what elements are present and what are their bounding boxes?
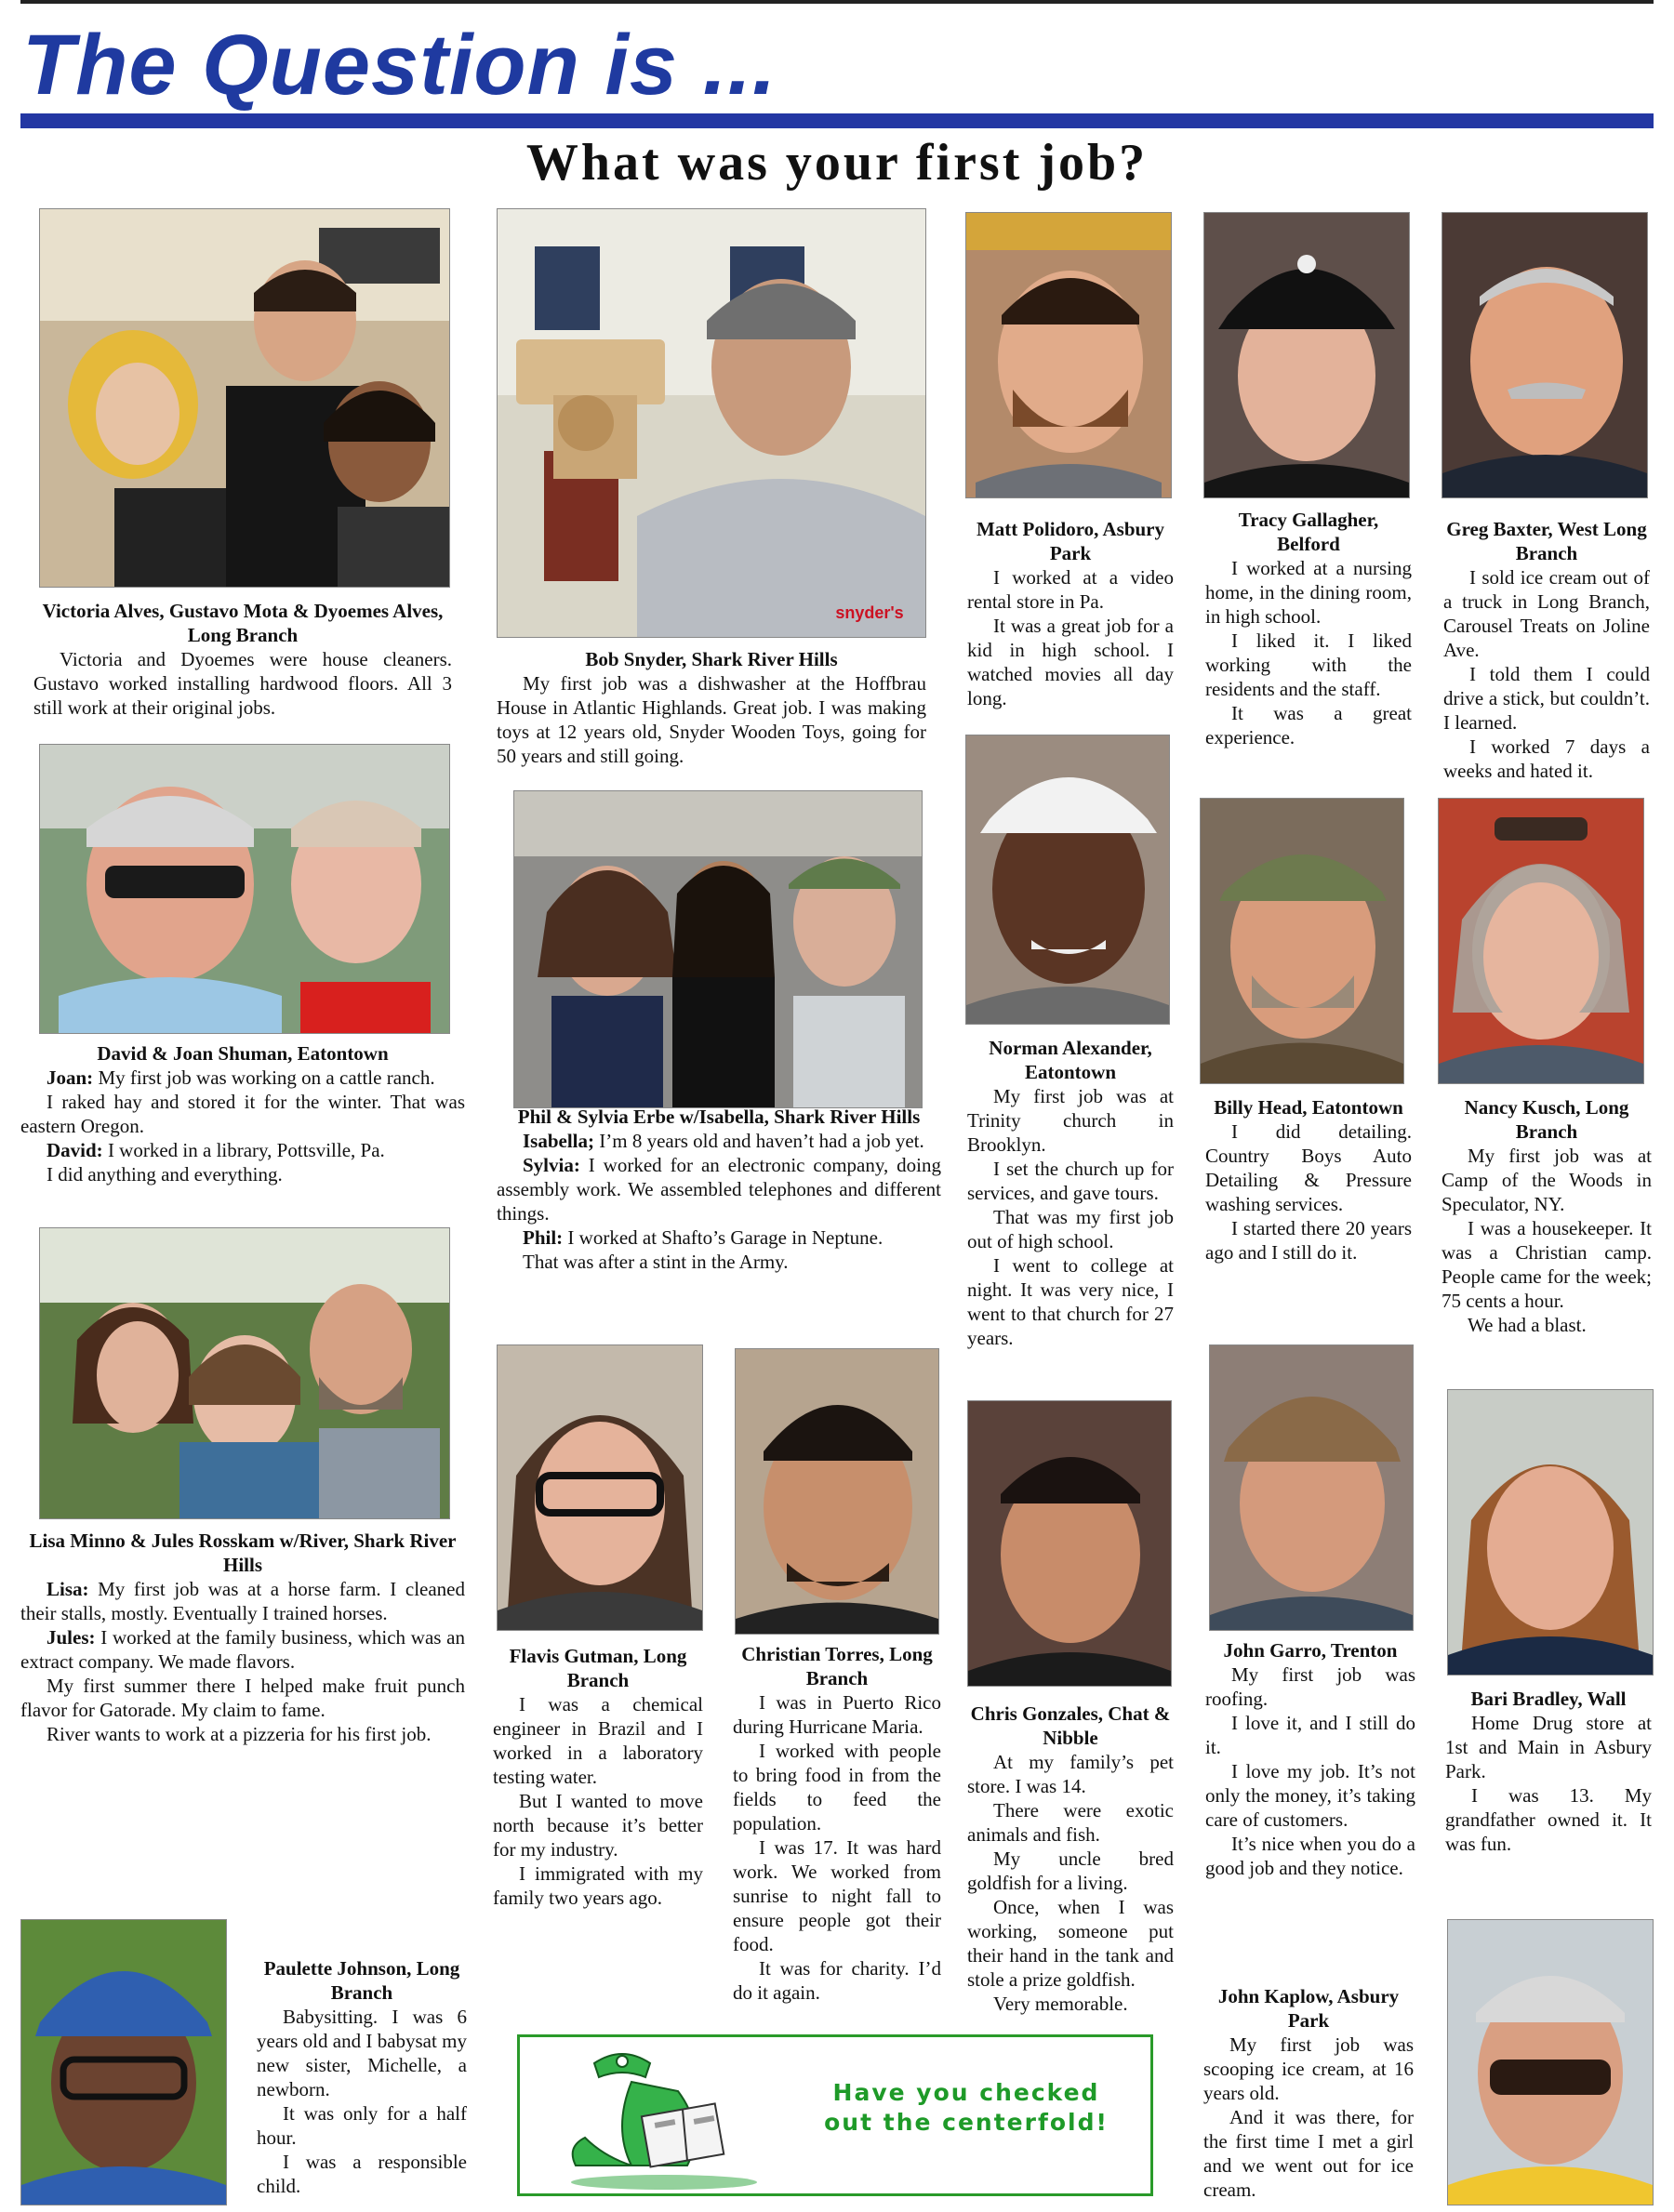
- entry-text: It was a great experience.: [1205, 702, 1412, 748]
- entry-name: David & Joan Shuman, Eatontown: [97, 1042, 389, 1065]
- entry-text: I was in Puerto Rico during Hurricane Maria.: [733, 1691, 941, 1738]
- entry-snyder: [497, 647, 926, 768]
- entry-name: Greg Baxter, West Long Branch: [1446, 518, 1647, 564]
- photo-johnson: [20, 1919, 227, 2205]
- entry-text: [20, 1577, 465, 1625]
- entry-text: I was 17. It was hard work. We worked from sunrise to night fall to ensure people got their food.: [733, 1836, 941, 1955]
- entry-erbe: [497, 1105, 941, 1274]
- entry-garro: [1205, 1638, 1415, 1880]
- entry-text: I went to college at night. It was very nice, I went to that church for 27 years.: [967, 1254, 1174, 1349]
- entry-text: My uncle bred goldfish for a living.: [967, 1848, 1174, 1894]
- entry-name: Billy Head, Eatontown: [1214, 1096, 1403, 1119]
- photo-snyder: [497, 208, 926, 638]
- entry-name: Lisa Minno & Jules Rosskam w/River, Shark River Hills: [29, 1530, 457, 1576]
- entry-text: I immigrated with my family two years ago.: [493, 1862, 703, 1909]
- entry-text: I love my job. It’s not only the money, it’s taking care of customers.: [1205, 1760, 1415, 1831]
- entry-name: Paulette Johnson, Long Branch: [263, 1957, 460, 2004]
- entry-name: Bari Bradley, Wall: [1470, 1688, 1627, 1710]
- speaker-text: My first job was at a horse farm. I cleaned their stalls, mostly. Eventually I trained horses.: [20, 1578, 465, 1624]
- speaker-text: I worked for an electronic company, doing assembly work. We assembled telephones and different things.: [497, 1154, 941, 1225]
- entry-gallagher: [1205, 508, 1412, 749]
- masthead-bar: [20, 113, 1654, 128]
- entry-text: [20, 1138, 465, 1162]
- entry-johnson: [257, 1956, 467, 2198]
- speaker-label: Sylvia:: [523, 1154, 580, 1176]
- speaker-text: I’m 8 years old and haven’t had a job yet.: [599, 1130, 924, 1152]
- entry-text: I worked 7 days a weeks and hated it.: [1443, 735, 1650, 782]
- entry-text: Once, when I was working, someone put their hand in the tank and stole a prize goldfish.: [967, 1896, 1174, 1991]
- ad-line-2: out the centerfold!: [824, 2109, 1109, 2136]
- photo-bradley: [1447, 1389, 1654, 1676]
- entry-text: [20, 1066, 465, 1090]
- entry-text: I was a housekeeper. It was a Christian camp. People came for the week; 75 cents a hour.: [1442, 1217, 1652, 1312]
- entry-kusch: [1442, 1095, 1652, 1337]
- centerfold-ad[interactable]: [517, 2034, 1153, 2196]
- photo-gallagher: [1203, 212, 1410, 498]
- entry-text: I raked hay and stored it for the winter. That was eastern Oregon.: [20, 1091, 465, 1137]
- entry-gutman: [493, 1644, 703, 1910]
- snyder-toy-tag: snyder's: [835, 603, 904, 622]
- entry-text: I worked at a video rental store in Pa.: [967, 566, 1174, 613]
- speaker-label: Lisa:: [46, 1578, 89, 1600]
- entry-text: It was for charity. I’d do it again.: [733, 1957, 941, 2004]
- entry-gonzales: [967, 1702, 1174, 2016]
- photo-alexander: [965, 735, 1170, 1025]
- entry-name: Tracy Gallagher, Belford: [1238, 509, 1379, 555]
- masthead-title: The Question is ...: [22, 18, 777, 113]
- entry-shuman: [20, 1041, 465, 1186]
- entry-text: That was my first job out of high school.: [967, 1206, 1174, 1252]
- photo-alves: [39, 208, 450, 588]
- photo-erbe: [513, 790, 923, 1108]
- entry-text: [497, 1153, 941, 1225]
- photo-kusch: [1438, 798, 1644, 1084]
- entry-text: Very memorable.: [993, 1993, 1128, 2015]
- entry-text: I was a responsible child.: [257, 2151, 467, 2197]
- entry-text: [20, 1625, 465, 1674]
- entry-text: My first job was at Trinity church in Brooklyn.: [967, 1085, 1174, 1156]
- entry-text: I liked it. I liked working with the residents and the staff.: [1205, 629, 1412, 700]
- entry-bradley: [1445, 1687, 1652, 1856]
- entry-text: And it was there, for the first time I met a girl and we went out for ice cream.: [1203, 2106, 1414, 2201]
- entry-name: John Garro, Trenton: [1223, 1639, 1398, 1662]
- entry-minno: [20, 1529, 465, 1746]
- entry-name: Norman Alexander, Eatontown: [989, 1037, 1152, 1083]
- entry-text: I love it, and I still do it.: [1205, 1712, 1415, 1758]
- entry-text: That was after a stint in the Army.: [523, 1251, 789, 1273]
- entry-name: Phil & Sylvia Erbe w/Isabella, Shark River Hills: [517, 1106, 921, 1128]
- entry-name: Bob Snyder, Shark River Hills: [585, 648, 838, 670]
- entry-alexander: [967, 1036, 1174, 1350]
- entry-alves: [33, 599, 452, 720]
- entry-text: But I wanted to move north because it’s better for my industry.: [493, 1790, 703, 1861]
- speaker-label: Jules:: [46, 1626, 96, 1649]
- photo-head: [1200, 798, 1404, 1084]
- photo-minno: [39, 1227, 450, 1519]
- entry-text: I did detailing. Country Boys Auto Detailing & Pressure washing services.: [1205, 1120, 1412, 1215]
- entry-text: Babysitting. I was 6 years old and I babysat my new sister, Michelle, a newborn.: [257, 2006, 467, 2100]
- entry-text: I was a chemical engineer in Brazil and I worked in a laboratory testing water.: [493, 1693, 703, 1788]
- entry-text: I started there 20 years ago and I still do it.: [1205, 1217, 1412, 1264]
- entry-kaplow: [1203, 1984, 1414, 2202]
- speaker-label: Phil:: [523, 1226, 564, 1249]
- entry-text: We had a blast.: [1468, 1314, 1587, 1336]
- photo-garro: [1209, 1344, 1414, 1631]
- entry-name: John Kaplow, Asbury Park: [1217, 1985, 1400, 2032]
- entry-text: [497, 1225, 941, 1250]
- speaker-text: My first job was working on a cattle ranch.: [98, 1066, 435, 1089]
- entry-text: I set the church up for services, and gave tours.: [967, 1158, 1174, 1204]
- entry-text: My first job was scooping ice cream, at 16 years old.: [1203, 2033, 1414, 2104]
- photo-kaplow: [1447, 1919, 1654, 2205]
- entry-text: I did anything and everything.: [46, 1163, 283, 1185]
- photo-shuman: [39, 744, 450, 1034]
- entry-head: [1205, 1095, 1412, 1265]
- speaker-label: Isabella;: [523, 1130, 595, 1152]
- photo-polidoro: [965, 212, 1172, 498]
- entry-name: Matt Polidoro, Asbury Park: [976, 518, 1165, 564]
- photo-gonzales: [967, 1400, 1172, 1687]
- entry-text: I was 13. My grandfather owned it. It was fun.: [1445, 1784, 1652, 1855]
- ad-line-1: Have you checked: [832, 2079, 1100, 2106]
- entry-name: Chris Gonzales, Chat & Nibble: [970, 1702, 1171, 1749]
- speaker-label: Joan:: [46, 1066, 94, 1089]
- photo-gutman: [497, 1344, 703, 1631]
- speaker-text: I worked in a library, Pottsville, Pa.: [107, 1139, 385, 1161]
- entry-text: My first job was at Camp of the Woods in Speculator, NY.: [1442, 1145, 1652, 1215]
- entry-name: Victoria Alves, Gustavo Mota & Dyoemes Alves, Long Branch: [42, 600, 444, 646]
- entry-text: It’s nice when you do a good job and they notice.: [1205, 1833, 1415, 1879]
- entry-text: Home Drug store at 1st and Main in Asbury Park.: [1445, 1712, 1652, 1782]
- monster-reading-icon: [557, 2045, 771, 2192]
- entry-text: There were exotic animals and fish.: [967, 1799, 1174, 1846]
- entry-name: Nancy Kusch, Long Branch: [1464, 1096, 1629, 1143]
- entry-text: It was only for a half hour.: [257, 2102, 467, 2149]
- centerfold-ad-text: [799, 2078, 1134, 2138]
- photo-baxter: [1442, 212, 1648, 498]
- entry-text: River wants to work at a pizzeria for his first job.: [46, 1723, 432, 1745]
- entry-name: Christian Torres, Long Branch: [741, 1643, 933, 1689]
- entry-text: I told them I could drive a stick, but couldn’t. I learned.: [1443, 663, 1650, 734]
- photo-torres: [735, 1348, 939, 1635]
- speaker-label: David:: [46, 1139, 103, 1161]
- entry-text: My first job was roofing.: [1205, 1663, 1415, 1710]
- entry-torres: [733, 1642, 941, 2005]
- page-question: What was your first job?: [525, 134, 1149, 192]
- entry-polidoro: [967, 517, 1174, 710]
- speaker-text: I worked at Shafto’s Garage in Neptune.: [567, 1226, 884, 1249]
- top-rule: [20, 0, 1654, 4]
- entry-baxter: [1443, 517, 1650, 783]
- entry-text: I worked at a nursing home, in the dining room, in high school.: [1205, 557, 1412, 628]
- entry-text: It was a great job for a kid in high school. I watched movies all day long.: [967, 615, 1174, 709]
- entry-text: My first job was a dishwasher at the Hoffbrau House in Atlantic Highlands. Great job. I was making toys at 12 years old, Snyder Wooden Toys, going for 50 years and still going.: [497, 672, 926, 767]
- entry-text: I sold ice cream out of a truck in Long Branch, Carousel Treats on Joline Ave.: [1443, 566, 1650, 661]
- entry-text: My first summer there I helped make fruit punch flavor for Gatorade. My claim to fame.: [20, 1675, 465, 1721]
- entry-text: At my family’s pet store. I was 14.: [967, 1751, 1174, 1797]
- entry-text: I worked with people to bring food in from the fields to feed the population.: [733, 1740, 941, 1835]
- speaker-text: I worked at the family business, which was an extract company. We made flavors.: [20, 1626, 466, 1673]
- entry-text: [497, 1129, 941, 1153]
- entry-text: Victoria and Dyoemes were house cleaners. Gustavo worked installing hardwood floors. All 3 still work at their original jobs.: [33, 648, 452, 719]
- entry-name: Flavis Gutman, Long Branch: [509, 1645, 687, 1691]
